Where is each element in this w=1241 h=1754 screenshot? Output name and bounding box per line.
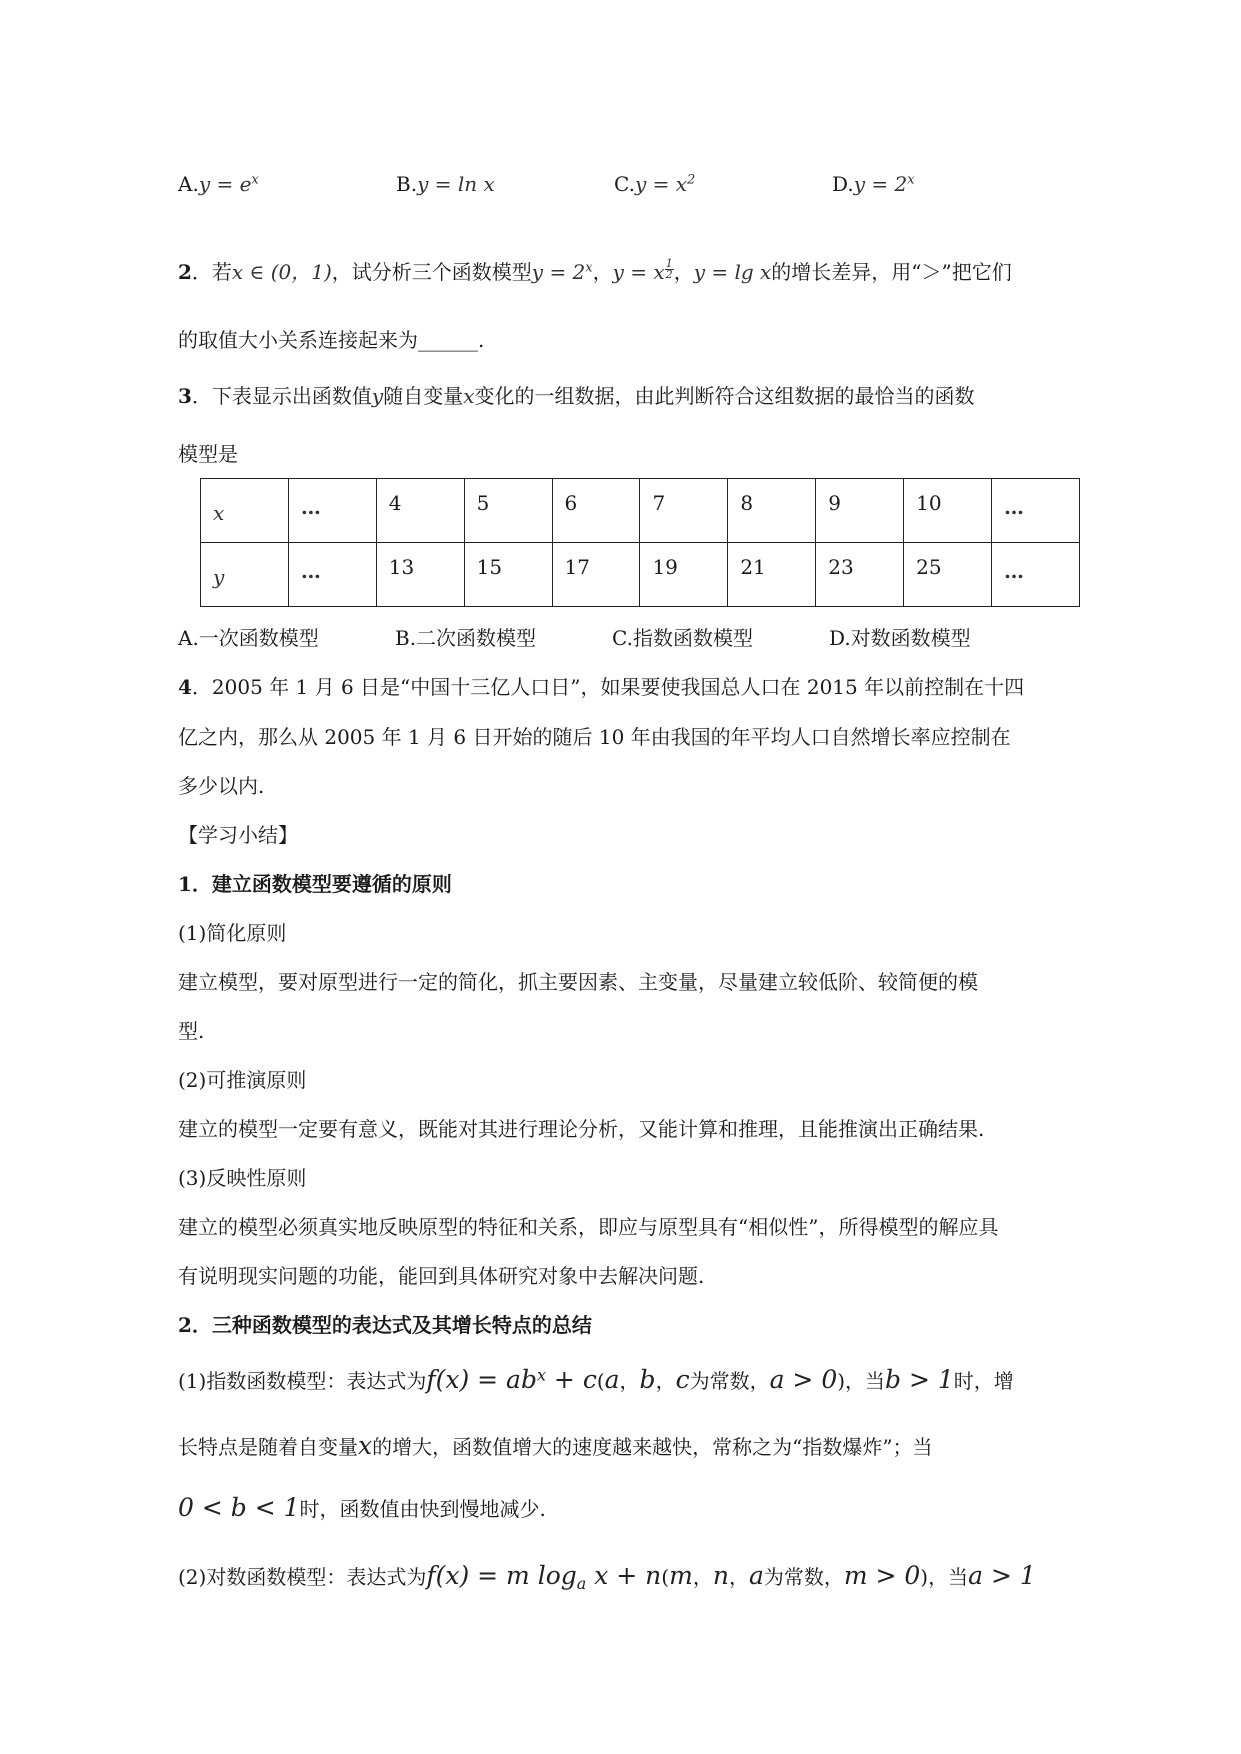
log-model-line-1: (2)对数函数模型：表达式为f(x) = m $\log_a x + n(m$，n，a为常数，m > 0)，当a > 1 [178,1561,1036,1593]
q3-option-a: A.一次函数模型 [178,626,319,650]
table-row-x [201,479,1080,543]
q4-line-1: 4．2005 年 1 月 6 日是“中国十三亿人口日”，如果要使我国总人口在 2015 年以前控制在十四 [178,675,1025,699]
table-cell: 5 [464,479,552,543]
table-cell: 9 [816,479,904,543]
principle-2-text: 建立的模型一定要有意义，既能对其进行理论分析，又能计算和推理，且能推演出正确结果. [178,1117,985,1141]
table-cell: 10 [904,479,992,543]
table-cell: 21 [728,543,816,607]
table-cell: 6 [552,479,640,543]
exp-model-line-2: 长特点是随着自变量x的增大，函数值增大的速度越来越快，常称之为“指数爆炸”；当 [178,1431,933,1460]
table-cell: 19 [640,543,728,607]
summary-heading: 【学习小结】 [178,823,298,847]
data-table [200,478,1080,607]
section-1-title: 1．建立函数模型要遵循的原则 [178,872,452,896]
table-ellipsis: … [992,479,1080,543]
principle-3-title: (3)反映性原则 [178,1166,307,1190]
q2-line-2: 的取值大小关系连接起来为______. [178,328,485,352]
exp-model-line-3: 0 < b < 1时，函数值由快到慢地减少. [178,1493,546,1522]
q1-option-d: $D.y = 2^x$ [832,172,915,196]
table-cell: 4 [376,479,464,543]
principle-3-text-2: 有说明现实问题的功能，能回到具体研究对象中去解决问题. [178,1264,705,1288]
q2-line-1: 2．若x ∈ (0，1)，试分析三个函数模型$y = 2^x$，y = x $\frac{1}{2}$ ，y = lg x的增长差异，用“＞”把它们 [178,257,1012,284]
principle-2-title: (2)可推演原则 [178,1068,307,1092]
table-ellipsis: … [992,543,1080,607]
table-cell: 7 [640,479,728,543]
table-cell: 23 [816,543,904,607]
q3-line-2: 模型是 [178,442,238,466]
principle-1-text-1: 建立模型，要对原型进行一定的简化，抓主要因素、主变量，尽量建立较低阶、较简便的模 [178,970,978,994]
q1-option-a: $A.y = e^x$ [178,172,259,196]
table-cell: 15 [464,543,552,607]
q1-options [178,170,1078,200]
table-cell: 25 [904,543,992,607]
q4-line-2: 亿之内，那么从 2005 年 1 月 6 日开始的随后 10 年由我国的年平均人口自然增长率应控制在 [178,725,1011,749]
table-header-y: y [201,543,289,607]
exp-model-line-1: (1)指数函数模型：表达式为$f(x) = ab^x + c(a$，b，c为常数，a > 0)，当b > 1时，增 [178,1365,1014,1394]
q4-line-3: 多少以内. [178,774,265,798]
principle-1-text-2: 型. [178,1019,205,1043]
q1-option-b: B.y = ln x [396,172,495,196]
q3-option-b: B.二次函数模型 [395,626,537,650]
q3-option-c: C.指数函数模型 [612,626,753,650]
q3-line-1: 3．下表显示出函数值y随自变量x变化的一组数据，由此判断符合这组数据的最恰当的函数 [178,384,975,408]
section-2-title: 2．三种函数模型的表达式及其增长特点的总结 [178,1313,592,1337]
principle-1-title: (1)简化原则 [178,921,287,945]
table-cell: 13 [376,543,464,607]
fraction-one-half: $\frac{1}{2}$ [665,257,673,281]
principle-3-text-1: 建立的模型必须真实地反映原型的特征和关系，即应与原型具有“相似性”，所得模型的解应具 [178,1215,999,1239]
q3-options [178,624,1078,654]
table-ellipsis: … [288,543,376,607]
q1-option-c: $C.y = x^2$ [614,172,696,196]
table-row-y [201,543,1080,607]
table-cell: 8 [728,479,816,543]
table-header-x: x [201,479,289,543]
table-cell: 17 [552,543,640,607]
table-ellipsis: … [288,479,376,543]
q3-option-d: D.对数函数模型 [829,626,971,650]
